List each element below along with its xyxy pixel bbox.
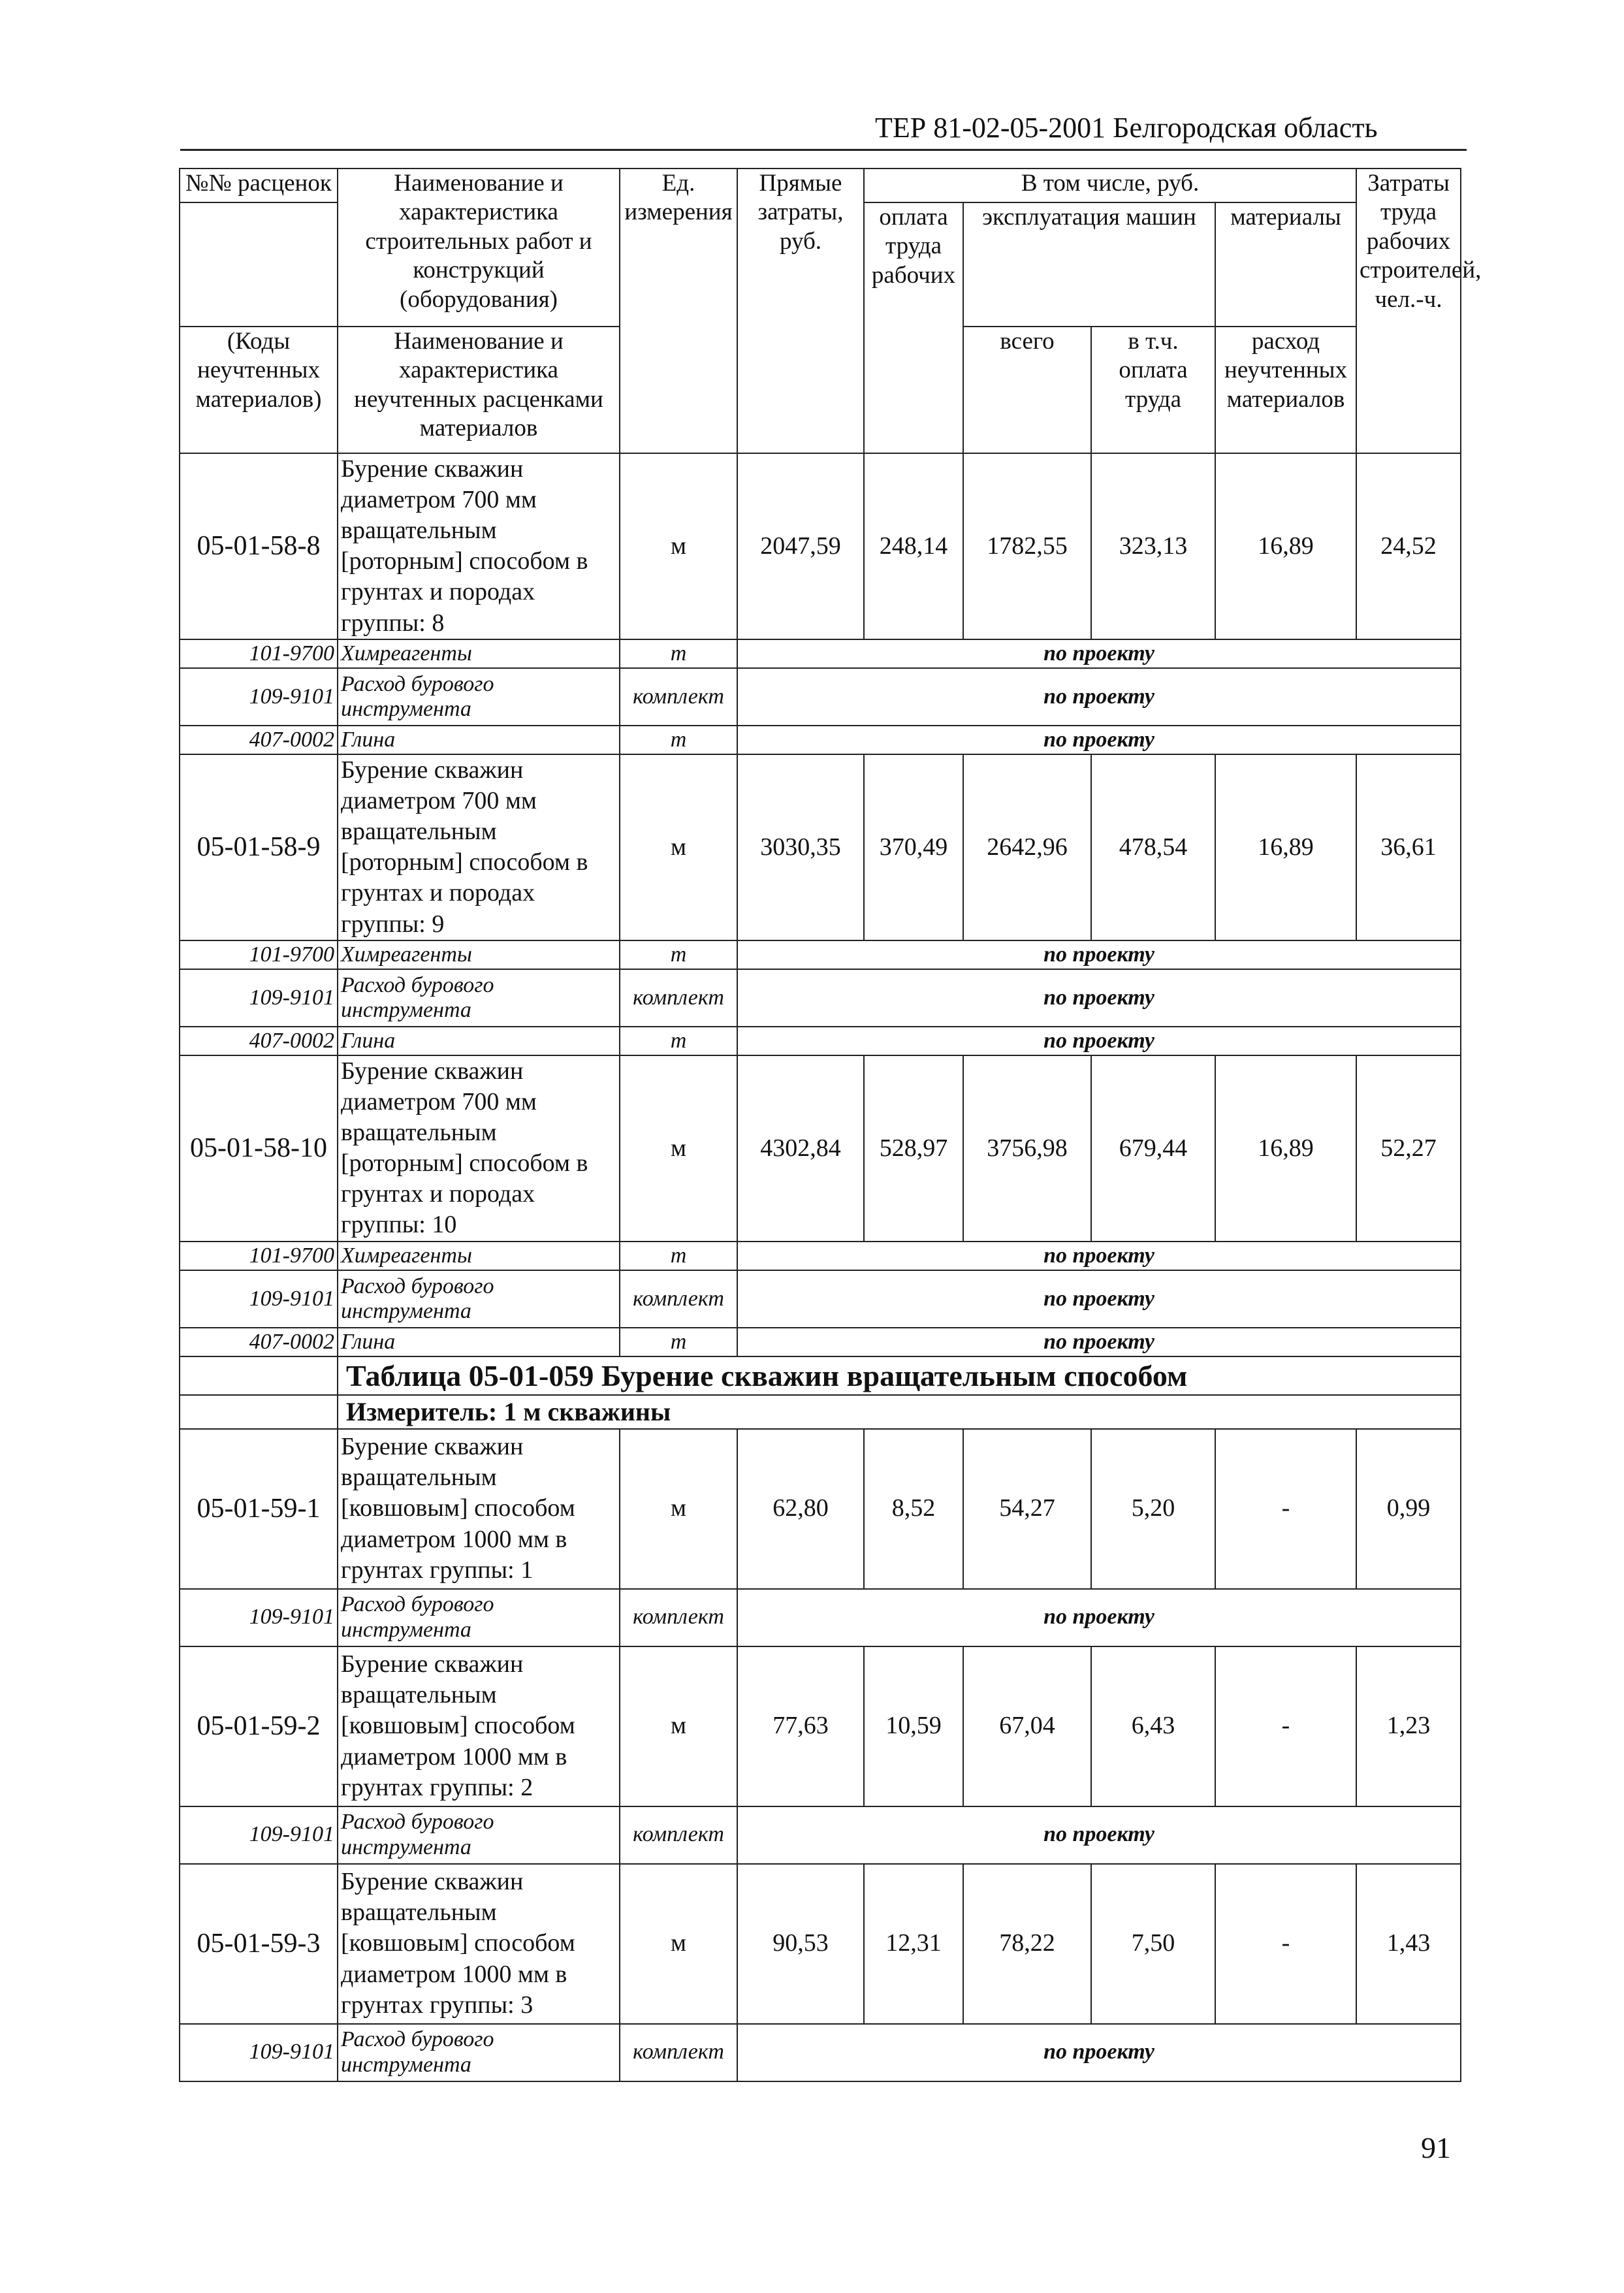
- rate-wages: 248,14: [864, 453, 963, 639]
- rate-machines-total: 3756,98: [963, 1055, 1091, 1242]
- code-header-spacer: [180, 202, 338, 327]
- rate-machines-total: 2642,96: [963, 754, 1091, 940]
- col-direct-header: Прямые затраты, руб.: [737, 168, 864, 453]
- material-name: Расход бурового инструмента: [338, 1589, 620, 1646]
- rate-wages: 370,49: [864, 754, 963, 940]
- rate-direct-cost: 2047,59: [737, 453, 864, 639]
- material-unit: комплект: [620, 1589, 737, 1646]
- page-number: 91: [1421, 2131, 1451, 2164]
- rate-machines-wages: 7,50: [1091, 1864, 1215, 2024]
- rate-wages: 8,52: [864, 1429, 963, 1589]
- col-materials-alt-header: расход неучтенных материалов: [1215, 327, 1356, 453]
- material-row: [180, 969, 1461, 1027]
- rate-labor: 24,52: [1356, 453, 1461, 639]
- rate-wages: 12,31: [864, 1864, 963, 2024]
- rate-materials: 16,89: [1215, 1055, 1356, 1242]
- col-machines-header: эксплуатация машин: [963, 202, 1215, 327]
- rate-machines-wages: 6,43: [1091, 1646, 1215, 1806]
- material-note: по проекту: [737, 726, 1461, 754]
- material-unit: комплект: [620, 668, 737, 726]
- material-unit: комплект: [620, 1270, 737, 1328]
- rate-row: [180, 1055, 1461, 1242]
- material-code: 407-0002: [180, 1328, 338, 1356]
- rate-unit: м: [620, 453, 737, 639]
- material-row: [180, 1242, 1461, 1270]
- material-code: 101-9700: [180, 940, 338, 969]
- measure-spacer: [180, 1395, 338, 1429]
- rate-materials: 16,89: [1215, 453, 1356, 639]
- rate-row: [180, 1646, 1461, 1806]
- material-name: Расход бурового инструмента: [338, 2024, 620, 2081]
- material-row: [180, 2024, 1461, 2081]
- material-name: Химреагенты: [338, 940, 620, 969]
- rate-direct-cost: 90,53: [737, 1864, 864, 2024]
- material-unit: т: [620, 1328, 737, 1356]
- rate-unit: м: [620, 1646, 737, 1806]
- material-note: по проекту: [737, 1242, 1461, 1270]
- rate-labor: 0,99: [1356, 1429, 1461, 1589]
- material-unit: т: [620, 940, 737, 969]
- rate-unit: м: [620, 1055, 737, 1242]
- rate-name: Бурение скважин вращательным [ковшовым] способом диаметром 1000 мм в грунтах группы: 3: [338, 1864, 620, 2024]
- material-name: Глина: [338, 1027, 620, 1055]
- col-name-alt-header: Наименование и характеристика неучтенных расценками материалов: [338, 327, 620, 453]
- col-unit-header: Ед. измерения: [620, 168, 737, 453]
- table-measure: Измеритель: 1 м скважины: [338, 1395, 1461, 1429]
- material-code: 101-9700: [180, 1242, 338, 1270]
- material-code: 109-9101: [180, 668, 338, 726]
- caption-spacer: [180, 1356, 338, 1395]
- material-row: [180, 668, 1461, 726]
- rate-direct-cost: 3030,35: [737, 754, 864, 940]
- col-machines-wages-header: в т.ч. оплата труда: [1091, 327, 1215, 453]
- material-name: Глина: [338, 726, 620, 754]
- material-note: по проекту: [737, 639, 1461, 668]
- rate-machines-total: 54,27: [963, 1429, 1091, 1589]
- rate-code: 05-01-59-1: [180, 1429, 338, 1589]
- rate-name: Бурение скважин вращательным [ковшовым] способом диаметром 1000 мм в грунтах группы: 2: [338, 1646, 620, 1806]
- material-name: Глина: [338, 1328, 620, 1356]
- material-name: Расход бурового инструмента: [338, 969, 620, 1027]
- material-name: Химреагенты: [338, 1242, 620, 1270]
- rate-materials: 16,89: [1215, 754, 1356, 940]
- col-incl-header: В том числе, руб.: [864, 168, 1356, 202]
- material-note: по проекту: [737, 1589, 1461, 1646]
- rate-row: [180, 754, 1461, 940]
- material-note: по проекту: [737, 1806, 1461, 1864]
- header-rule: [180, 149, 1467, 151]
- material-code: 109-9101: [180, 2024, 338, 2081]
- rate-labor: 52,27: [1356, 1055, 1461, 1242]
- material-code: 407-0002: [180, 726, 338, 754]
- material-code: 101-9700: [180, 639, 338, 668]
- rate-machines-wages: 478,54: [1091, 754, 1215, 940]
- material-row: [180, 1589, 1461, 1646]
- rate-machines-total: 67,04: [963, 1646, 1091, 1806]
- rate-machines-total: 1782,55: [963, 453, 1091, 639]
- material-unit: комплект: [620, 969, 737, 1027]
- col-materials-header: материалы: [1215, 202, 1356, 327]
- col-wages-header: оплата труда рабочих: [864, 202, 963, 453]
- rate-unit: м: [620, 754, 737, 940]
- material-code: 109-9101: [180, 1806, 338, 1864]
- material-unit: комплект: [620, 1806, 737, 1864]
- material-note: по проекту: [737, 668, 1461, 726]
- rate-machines-total: 78,22: [963, 1864, 1091, 2024]
- material-code: 407-0002: [180, 1027, 338, 1055]
- col-code-alt-header: (Коды неучтенных материалов): [180, 327, 338, 453]
- rate-code: 05-01-59-3: [180, 1864, 338, 2024]
- rate-direct-cost: 62,80: [737, 1429, 864, 1589]
- rate-name: Бурение скважин диаметром 700 мм вращательным [роторным] способом в грунтах и породах группы: 10: [338, 1055, 620, 1242]
- rate-labor: 36,61: [1356, 754, 1461, 940]
- material-unit: т: [620, 726, 737, 754]
- material-unit: т: [620, 639, 737, 668]
- rate-name: Бурение скважин вращательным [ковшовым] способом диаметром 1000 мм в грунтах группы: 1: [338, 1429, 620, 1589]
- col-labor-header: Затраты труда рабочих строителей, чел.-ч.: [1356, 168, 1461, 453]
- material-note: по проекту: [737, 1270, 1461, 1328]
- material-row: [180, 1027, 1461, 1055]
- material-row: [180, 1806, 1461, 1864]
- rate-materials: -: [1215, 1429, 1356, 1589]
- col-machines-total-header: всего: [963, 327, 1091, 453]
- rate-unit: м: [620, 1429, 737, 1589]
- table-caption-row: [180, 1356, 1461, 1395]
- material-name: Расход бурового инструмента: [338, 668, 620, 726]
- rate-labor: 1,23: [1356, 1646, 1461, 1806]
- rate-labor: 1,43: [1356, 1864, 1461, 2024]
- rate-unit: м: [620, 1864, 737, 2024]
- material-row: [180, 639, 1461, 668]
- document-header: ТЕР 81-02-05-2001 Белгородская область: [875, 112, 1378, 144]
- material-name: Расход бурового инструмента: [338, 1806, 620, 1864]
- material-note: по проекту: [737, 2024, 1461, 2081]
- rate-machines-wages: 323,13: [1091, 453, 1215, 639]
- material-code: 109-9101: [180, 969, 338, 1027]
- rate-row: [180, 453, 1461, 639]
- col-name-header: Наименование и характеристика строительных работ и конструкций (оборудования): [338, 168, 620, 327]
- material-row: [180, 940, 1461, 969]
- material-note: по проекту: [737, 969, 1461, 1027]
- rate-wages: 528,97: [864, 1055, 963, 1242]
- rate-wages: 10,59: [864, 1646, 963, 1806]
- rate-code: 05-01-59-2: [180, 1646, 338, 1806]
- measure-row: [180, 1395, 1461, 1429]
- material-unit: т: [620, 1027, 737, 1055]
- rate-direct-cost: 77,63: [737, 1646, 864, 1806]
- rate-materials: -: [1215, 1864, 1356, 2024]
- material-code: 109-9101: [180, 1589, 338, 1646]
- rate-materials: -: [1215, 1646, 1356, 1806]
- table-caption: Таблица 05-01-059 Бурение скважин вращательным способом: [338, 1356, 1461, 1395]
- material-name: Химреагенты: [338, 639, 620, 668]
- material-row: [180, 726, 1461, 754]
- rate-machines-wages: 679,44: [1091, 1055, 1215, 1242]
- rate-code: 05-01-58-10: [180, 1055, 338, 1242]
- rates-table: [179, 168, 1482, 2082]
- rate-row: [180, 1429, 1461, 1589]
- rate-direct-cost: 4302,84: [737, 1055, 864, 1242]
- rate-code: 05-01-58-8: [180, 453, 338, 639]
- material-unit: комплект: [620, 2024, 737, 2081]
- material-note: по проекту: [737, 940, 1461, 969]
- rate-code: 05-01-58-9: [180, 754, 338, 940]
- material-note: по проекту: [737, 1027, 1461, 1055]
- material-code: 109-9101: [180, 1270, 338, 1328]
- rate-name: Бурение скважин диаметром 700 мм вращательным [роторным] способом в грунтах и породах группы: 8: [338, 453, 620, 639]
- rate-name: Бурение скважин диаметром 700 мм вращательным [роторным] способом в грунтах и породах группы: 9: [338, 754, 620, 940]
- rate-machines-wages: 5,20: [1091, 1429, 1215, 1589]
- rate-row: [180, 1864, 1461, 2024]
- col-code-header: №№ расценок: [180, 168, 338, 202]
- material-row: [180, 1328, 1461, 1356]
- material-row: [180, 1270, 1461, 1328]
- material-unit: т: [620, 1242, 737, 1270]
- material-name: Расход бурового инструмента: [338, 1270, 620, 1328]
- material-note: по проекту: [737, 1328, 1461, 1356]
